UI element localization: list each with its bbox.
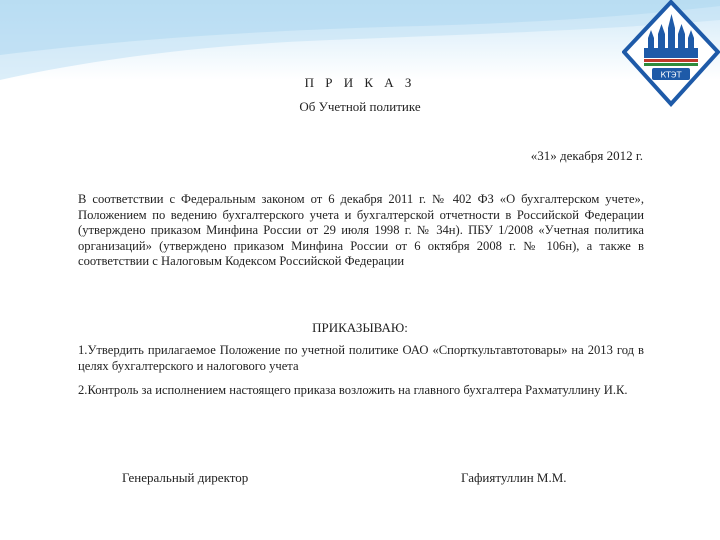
signatory-role: Генеральный директор [122, 470, 249, 485]
document-date: «31» декабря 2012 г. [530, 148, 643, 163]
document-title: П Р И К А З [304, 75, 416, 90]
order-item-1: 1.Утвердить прилагаемое Положение по учетной политике ОАО «Спорткультавтотовары» на 2013 год в целях бухгалтерского и налогового учета [78, 343, 644, 373]
preamble-paragraph: В соответствии с Федеральным законом от 6 декабря 2011 г. № 402 ФЗ «О бухгалтерском учете», Положением по ведению бухгалтерского учета и бухгалтерской отчетности в Российской Федерации (утверждено приказом Минфина России от 29 июля 1998 г. № 34н). ПБУ 1/2008 «Учетная политика организаций» (утверждено приказом Минфина России от 6 октября 2008 г. № 106н), а также в соответствии с Налоговым Кодексом Российской Федерации [78, 192, 644, 268]
order-item-2: 2.Контроль за исполнением настоящего приказа возложить на главного бухгалтера Рахматуллину И.К. [78, 383, 628, 397]
logo-text: КТЭТ [660, 70, 682, 80]
document-subtitle: Об Учетной политике [299, 99, 421, 114]
order-heading: ПРИКАЗЫВАЮ: [312, 320, 408, 335]
signatory-name: Гафиятуллин М.М. [461, 470, 567, 485]
